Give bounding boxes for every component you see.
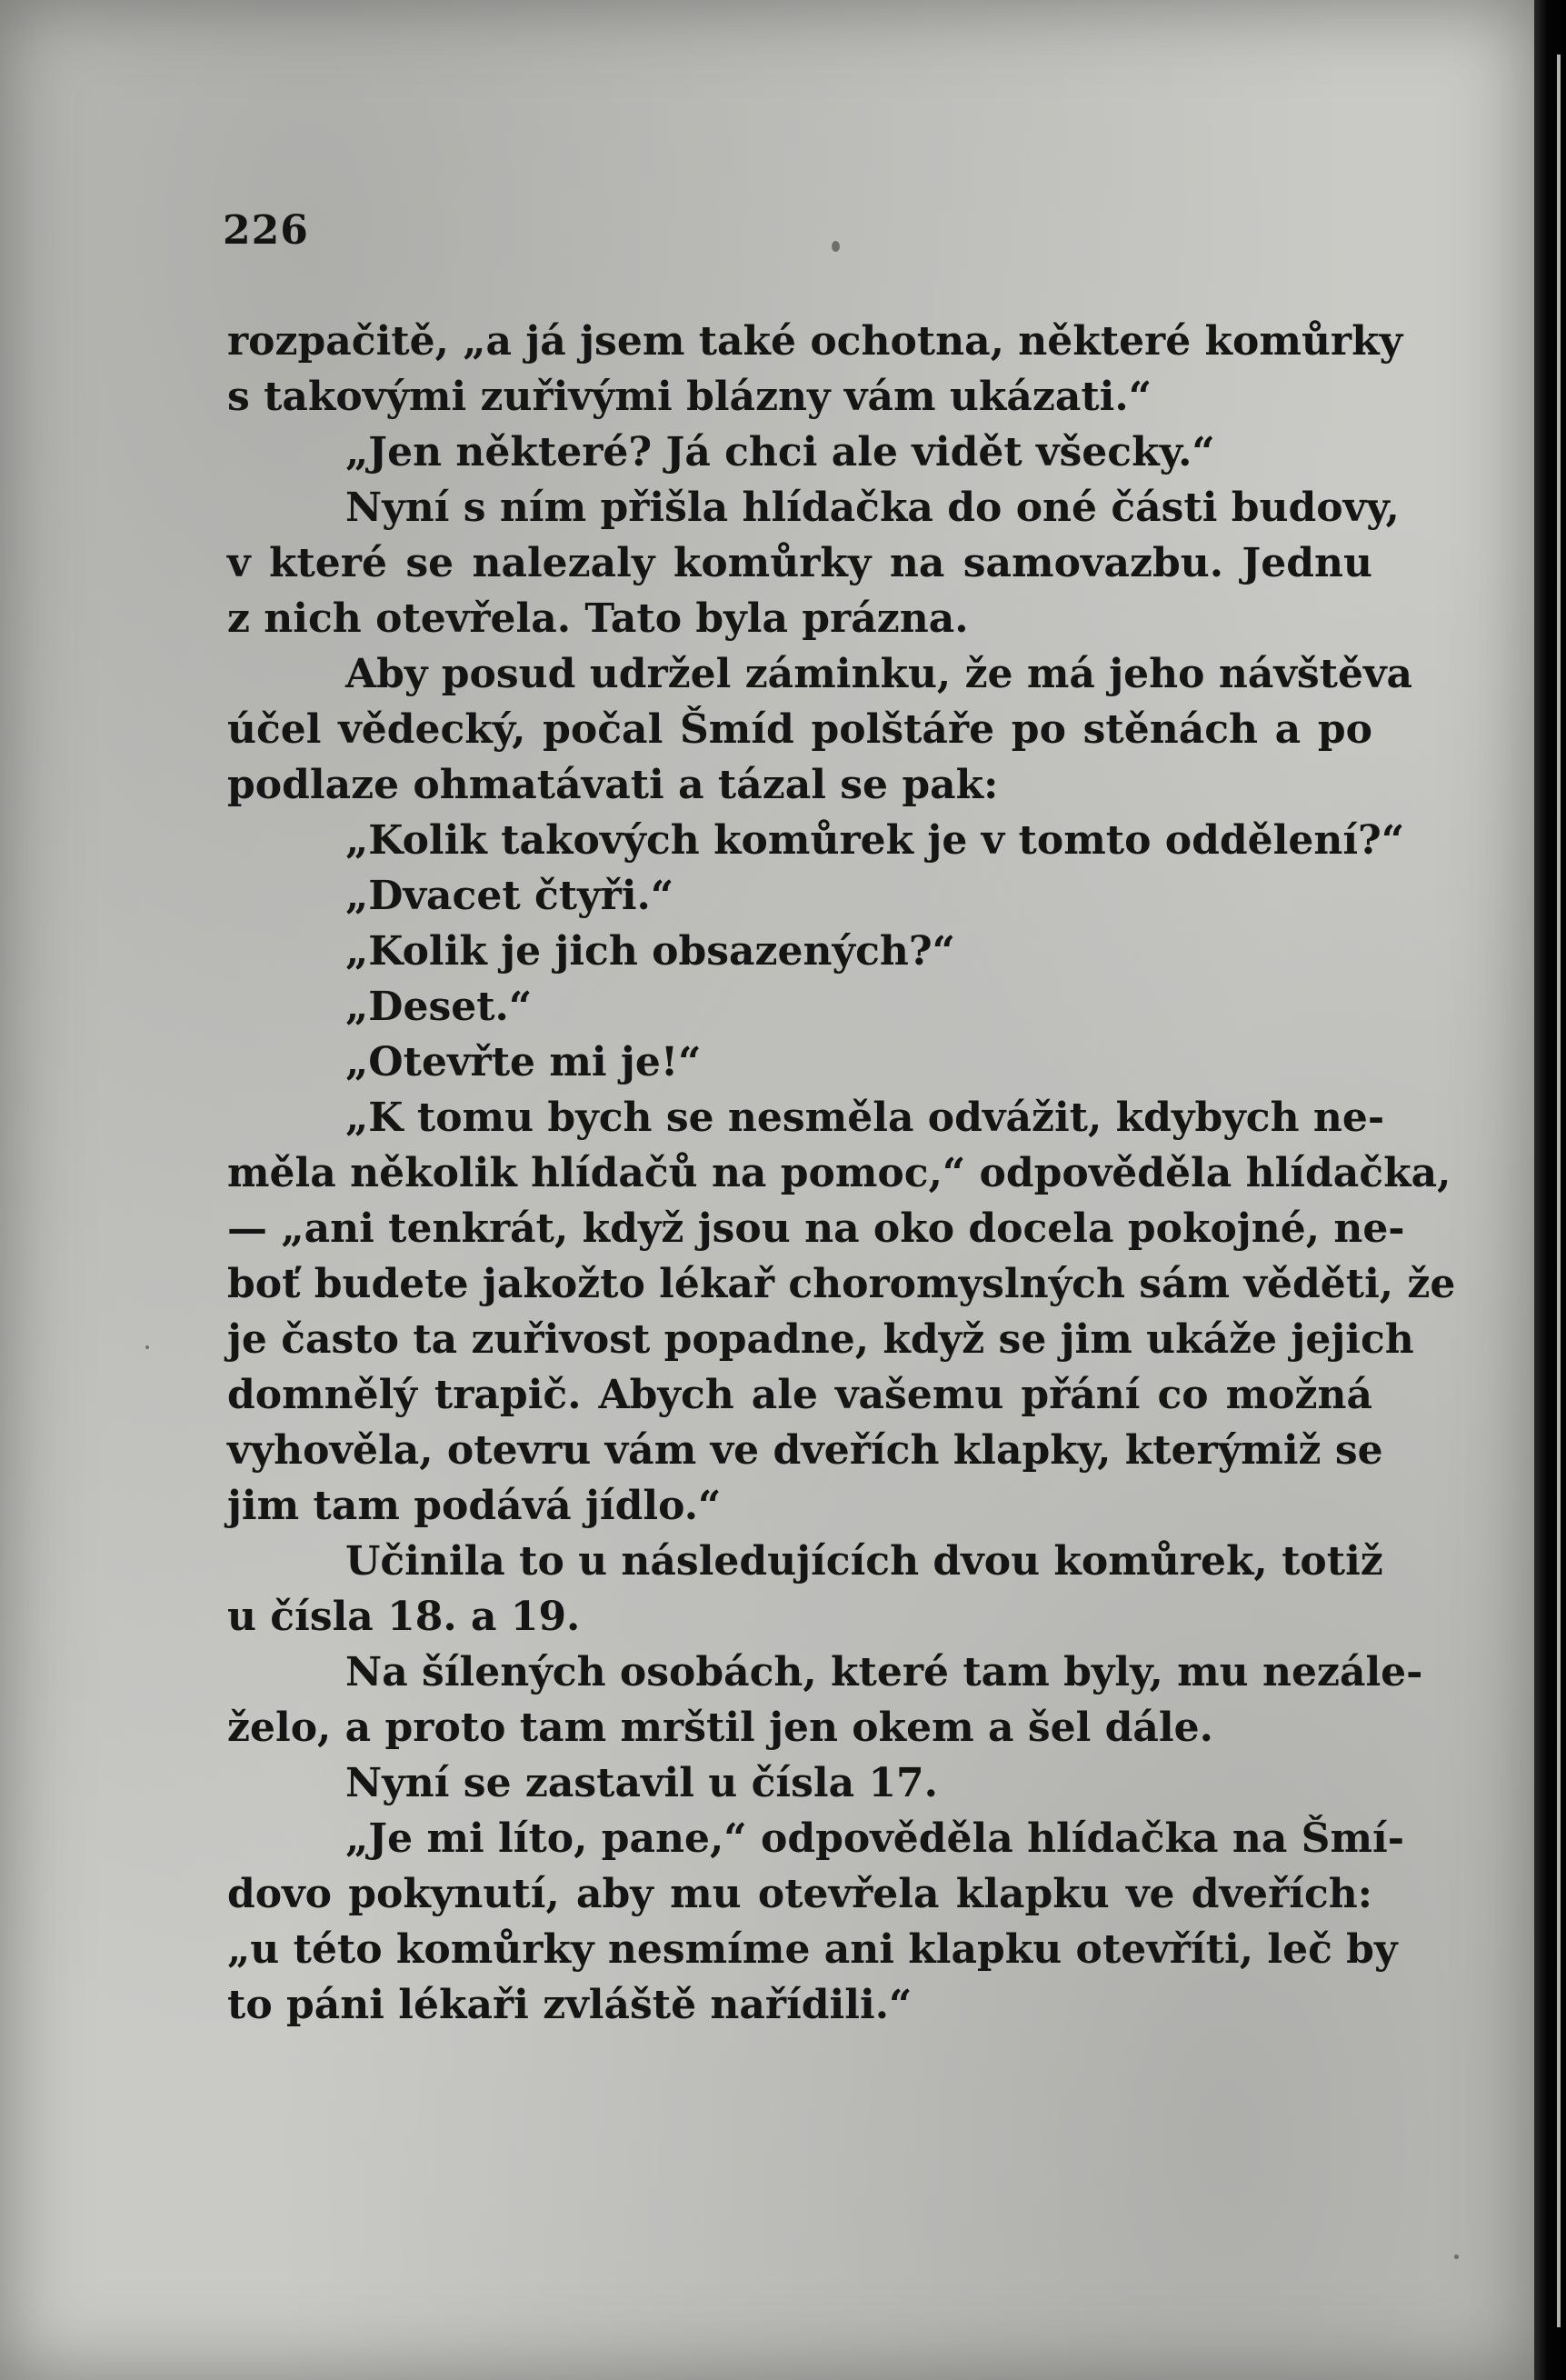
text-line: „Jen některé? Já chci ale vidět všecky.“ (345, 429, 1215, 475)
ink-speck (832, 241, 840, 252)
text-line: to páni lékaři zvláště nařídili.“ (227, 1982, 913, 2028)
text-line: z nich otevřela. Tato byla prázna. (227, 595, 969, 642)
text-line: želo, a proto tam mrštil jen okem a šel dále. (227, 1705, 1213, 1751)
text-line: podlaze ohmatávati a tázal se pak: (227, 762, 999, 808)
text-line: boť budete jakožto lékař choromyslných sám věděti, že (227, 1261, 1456, 1307)
text-line: účel vědecký, počal Šmíd polštáře po stěnách a po (227, 706, 1372, 753)
text-line: „Dvacet čtyři.“ (345, 873, 674, 919)
ink-speck (1454, 2255, 1459, 2259)
page-number: 226 (223, 207, 309, 254)
text-line: Učinila to u následujících dvou komůrek, totiž (345, 1538, 1383, 1585)
text-line: Nyní se zastavil u čísla 17. (345, 1760, 938, 1806)
text-line: Aby posud udržel záminku, že má jeho návštěva (345, 651, 1413, 697)
text-line: dovo pokynutí, aby mu otevřela klapku ve dveřích: (227, 1871, 1372, 1917)
text-line: — „ani tenkrát, když jsou na oko docela pokojné, ne- (227, 1205, 1405, 1252)
text-line: s takovými zuřivými blázny vám ukázati.“ (227, 374, 1152, 420)
text-line: je často ta zuřivost popadne, když se jim ukáže jejich (227, 1316, 1414, 1363)
text-line: Na šílených osobách, které tam byly, mu nezále- (345, 1649, 1423, 1695)
ink-speck (145, 1345, 149, 1349)
text-line: rozpačitě, „a já jsem také ochotna, některé komůrky (227, 318, 1403, 365)
text-line: měla několik hlídačů na pomoc,“ odpověděla hlídačka, (227, 1150, 1451, 1196)
text-line: domnělý trapič. Abych ale vašemu přání co možná (227, 1372, 1372, 1418)
text-line: „Deset.“ (345, 984, 533, 1030)
text-line: „Je mi líto, pane,“ odpověděla hlídačka na Šmí- (345, 1815, 1404, 1862)
text-line: „Kolik je jich obsazených?“ (345, 928, 955, 975)
text-line: „u této komůrky nesmíme ani klapku otevříti, leč by (227, 1926, 1398, 1973)
text-line: jim tam podává jídlo.“ (227, 1483, 722, 1529)
text-line: u čísla 18. a 19. (227, 1594, 581, 1640)
text-line: „Kolik takových komůrek je v tomto oddělení?“ (345, 817, 1405, 864)
text-line: vyhověla, otevru vám ve dveřích klapky, kterýmiž se (227, 1427, 1383, 1474)
book-spine-edge (1534, 0, 1566, 2380)
page-edge-line (1557, 55, 1561, 2327)
text-line: Nyní s ním přišla hlídačka do oné části budovy, (345, 485, 1400, 531)
body-text (227, 314, 1456, 2033)
text-line: „Otevřte mi je!“ (345, 1039, 702, 1085)
text-line: v které se nalezaly komůrky na samovazbu. Jednu (227, 540, 1372, 586)
text-line: „K tomu bych se nesměla odvážit, kdybych ne- (345, 1095, 1385, 1141)
